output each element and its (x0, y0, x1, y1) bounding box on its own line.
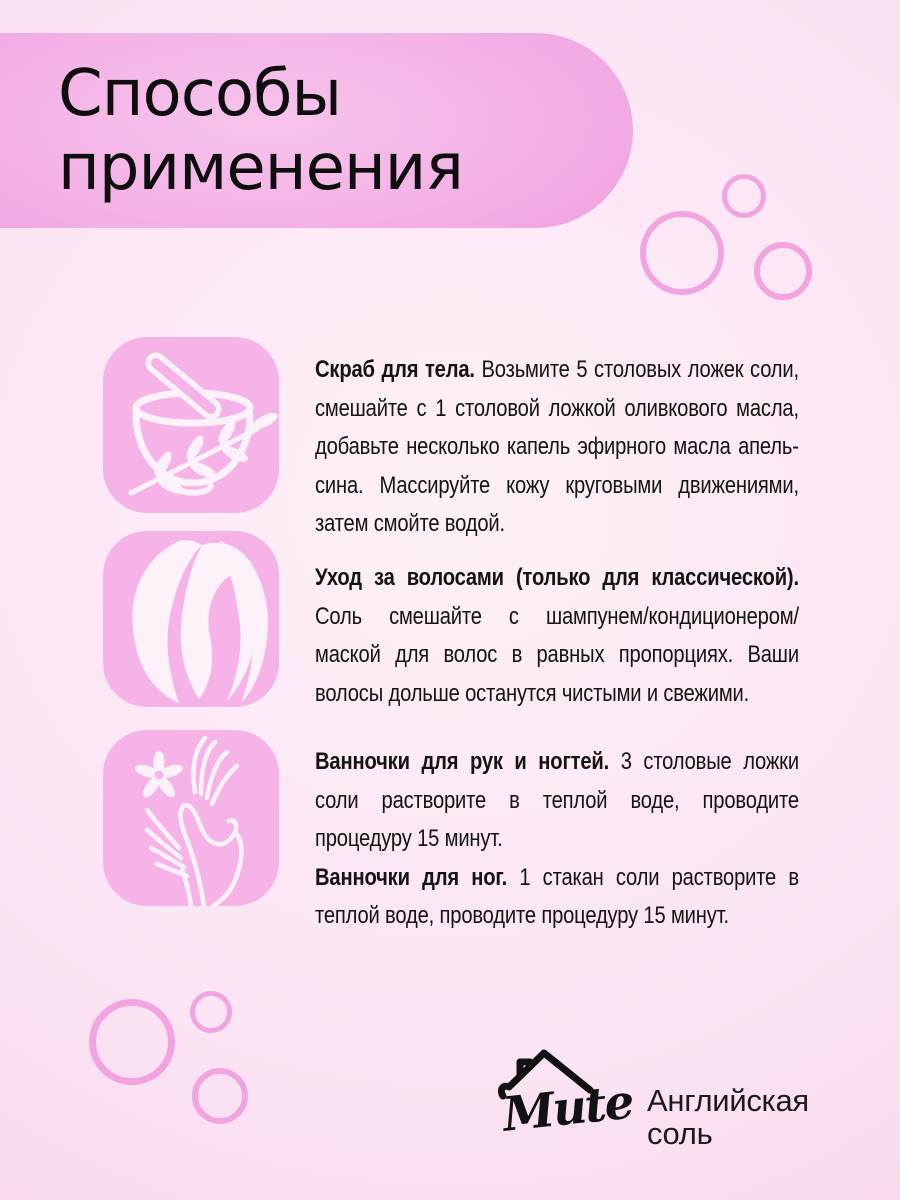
paragraph-heading: Ванночки для рук и ногтей. (315, 748, 610, 775)
paragraph-heading: Ванночки для ног. (315, 863, 508, 891)
paragraph-body: 1 стакан соли растворите в теплой воде, проводите процедуру 15 минут. (315, 863, 799, 929)
paragraph-body: 3 столовые ложки соли растворите в теплой воде, проводите процедуру 15 минут. (315, 748, 799, 852)
paragraph-body: Соль смешайте с шампунем/кондиционером/маской для волос в равных пропорциях. Ваши волосы дольше останутся чистыми и свежими. (315, 602, 799, 707)
section-text (315, 559, 799, 713)
hands-flower-icon (103, 730, 279, 906)
circle-outline-icon (754, 242, 812, 300)
circle-outline-icon (640, 211, 724, 295)
section-hair-care (0, 531, 900, 731)
brand-logo (497, 1040, 867, 1170)
paragraph-heading: Скраб для тела. (315, 356, 475, 383)
mortar-and-pestle-icon (103, 337, 279, 513)
section-text (315, 743, 799, 936)
section-paragraph (315, 859, 799, 936)
circle-outline-icon (722, 174, 766, 218)
page-title: Способы применения (58, 56, 463, 205)
woman-hair-icon (103, 531, 279, 707)
section-text (315, 351, 799, 544)
section-paragraph (315, 743, 799, 859)
title-banner (0, 33, 633, 228)
section-paragraph (315, 351, 799, 544)
section-body-scrub (0, 337, 900, 537)
circle-outline-icon (192, 1068, 248, 1124)
brand-name: Mute (500, 1074, 635, 1143)
circle-outline-icon (190, 991, 232, 1033)
paragraph-body: Возьмите 5 столовых ложек соли, смешайте с 1 столовой ложкой оливкового масла, добавьте несколько капель эфирного масла апельсина. Массируйте кожу круговыми движениями, затем смойте водой. (315, 356, 799, 537)
paragraph-heading: Уход за волосами (только для классической). (315, 564, 799, 591)
circle-outline-icon (89, 999, 175, 1085)
product-name: Английская соль (647, 1083, 809, 1151)
section-paragraph (315, 559, 799, 713)
section-baths (0, 730, 900, 930)
